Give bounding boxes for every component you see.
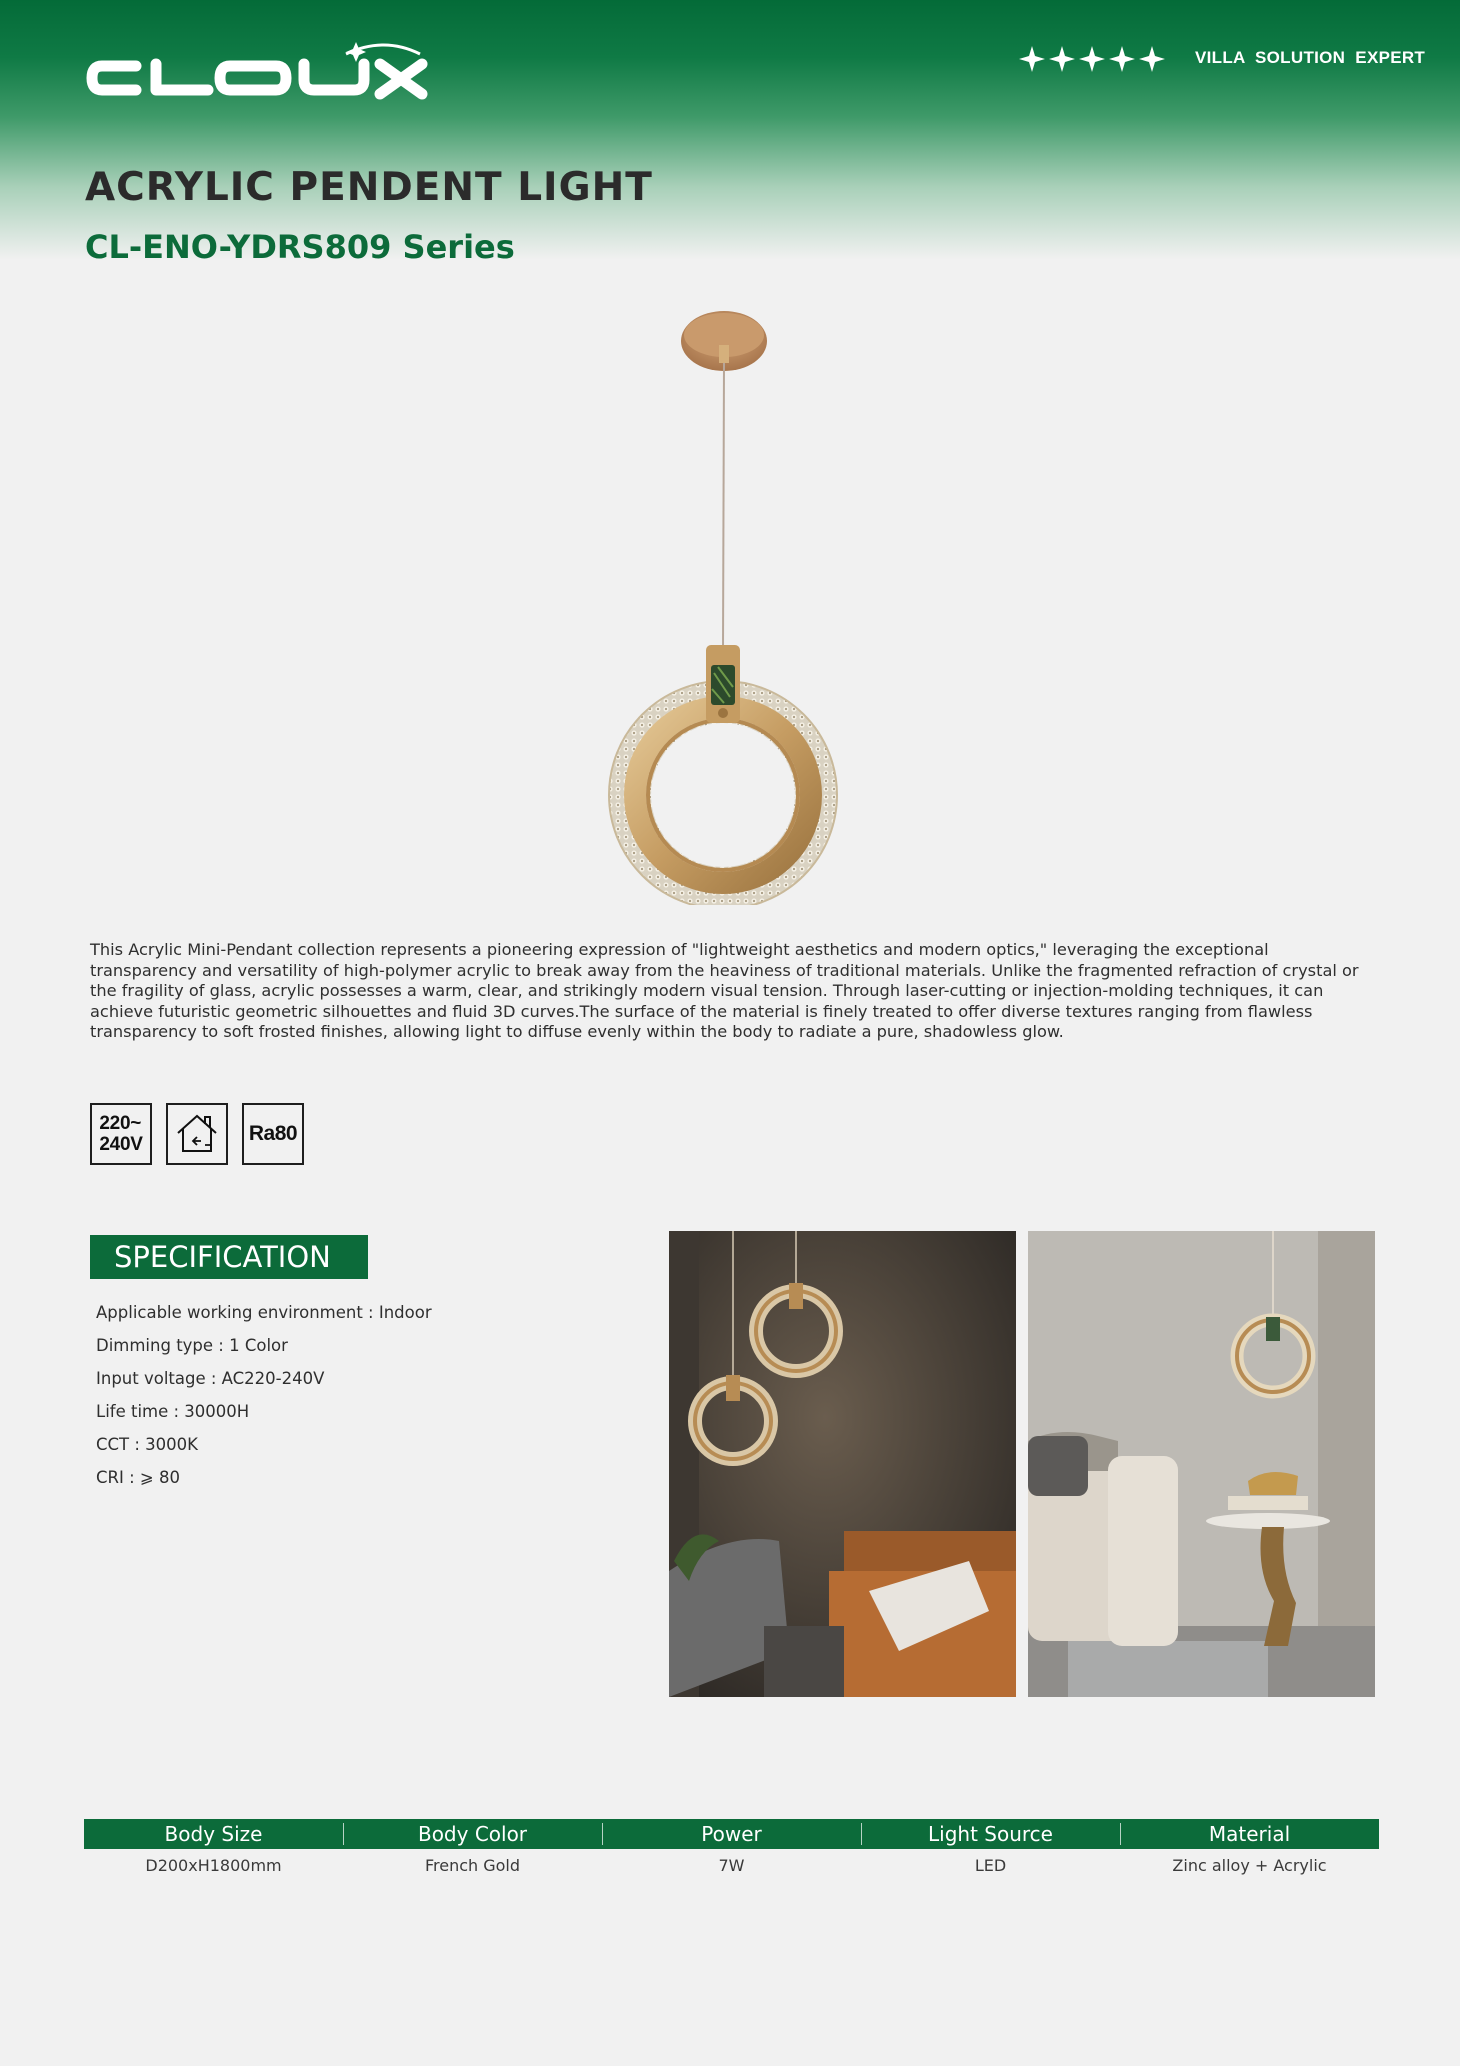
- product-attributes-table: [84, 1819, 1379, 1883]
- cri-badge: [242, 1103, 304, 1165]
- indoor-house-icon: [166, 1103, 228, 1165]
- cell-body-color: French Gold: [424, 1856, 521, 1875]
- column-header-body-color: Body Color: [343, 1819, 602, 1849]
- living-room-scene-photo: [1028, 1231, 1375, 1697]
- star-icon: [1048, 45, 1076, 73]
- product-title: ACRYLIC PENDENT LIGHT: [85, 165, 653, 210]
- spec-item: Life time : 30000H: [96, 1402, 250, 1421]
- cell-power: 7W: [718, 1856, 745, 1875]
- spec-item: Dimming type : 1 Color: [96, 1336, 288, 1355]
- star-icon: [1078, 45, 1106, 73]
- column-header-power: Power: [602, 1819, 861, 1849]
- spec-item: CCT : 3000K: [96, 1435, 198, 1454]
- specification-heading: SPECIFICATION: [90, 1235, 368, 1279]
- star-icon: [1108, 45, 1136, 73]
- product-series: CL-ENO-YDRS809 Series: [85, 228, 515, 266]
- bedroom-scene-photo: [669, 1231, 1016, 1697]
- cri-badge-text: Ra80: [248, 1122, 298, 1145]
- brand-tagline: VILLA SOLUTION EXPERT: [1195, 48, 1426, 67]
- star-icon: [1018, 45, 1046, 73]
- column-header-body-size: Body Size: [164, 1822, 263, 1846]
- pendant-light-image: [590, 305, 870, 905]
- cell-material: Zinc alloy + Acrylic: [1172, 1856, 1327, 1875]
- cell-light-source: LED: [974, 1856, 1007, 1875]
- spec-item: CRI : ⩾ 80: [96, 1468, 180, 1487]
- table-row: [84, 1849, 1379, 1883]
- feature-icons: [90, 1103, 304, 1165]
- product-description: This Acrylic Mini-Pendant collection represents a pioneering expression of "lightweight aesthetics and modern optics," leveraging the exceptional transparency and versatility of high-polymer acrylic to break away from the heaviness of traditional materials. Unlike the fragmented refraction of crystal or the fragility of glass, acrylic possesses a warm, clear, and strikingly modern visual tension. Through laser-cutting or injection-molding techniques, it can achieve futuristic geometric silhouettes and fluid 3D curves.The surface of the material is finely treated to offer diverse textures ranging from flawless transparency to soft frosted finishes, allowing light to diffuse evenly within the body to radiate a pure, shadowless glow.: [90, 940, 1359, 1041]
- rating-stars: [1018, 38, 1166, 80]
- column-header-light-source: Light Source: [861, 1819, 1120, 1849]
- spec-item: Applicable working environment : Indoor: [96, 1303, 432, 1322]
- voltage-badge-text: 220~ 240V: [99, 1113, 143, 1155]
- cell-body-size: D200xH1800mm: [145, 1856, 282, 1875]
- header-band: [0, 0, 1460, 260]
- voltage-badge: [90, 1103, 152, 1165]
- table-header-row: [84, 1819, 1379, 1849]
- star-icon: [1138, 45, 1166, 73]
- specification-list: [96, 1302, 432, 1500]
- spec-item: Input voltage : AC220-240V: [96, 1369, 325, 1388]
- cloux-logo: [84, 40, 436, 102]
- column-header-material: Material: [1120, 1819, 1379, 1849]
